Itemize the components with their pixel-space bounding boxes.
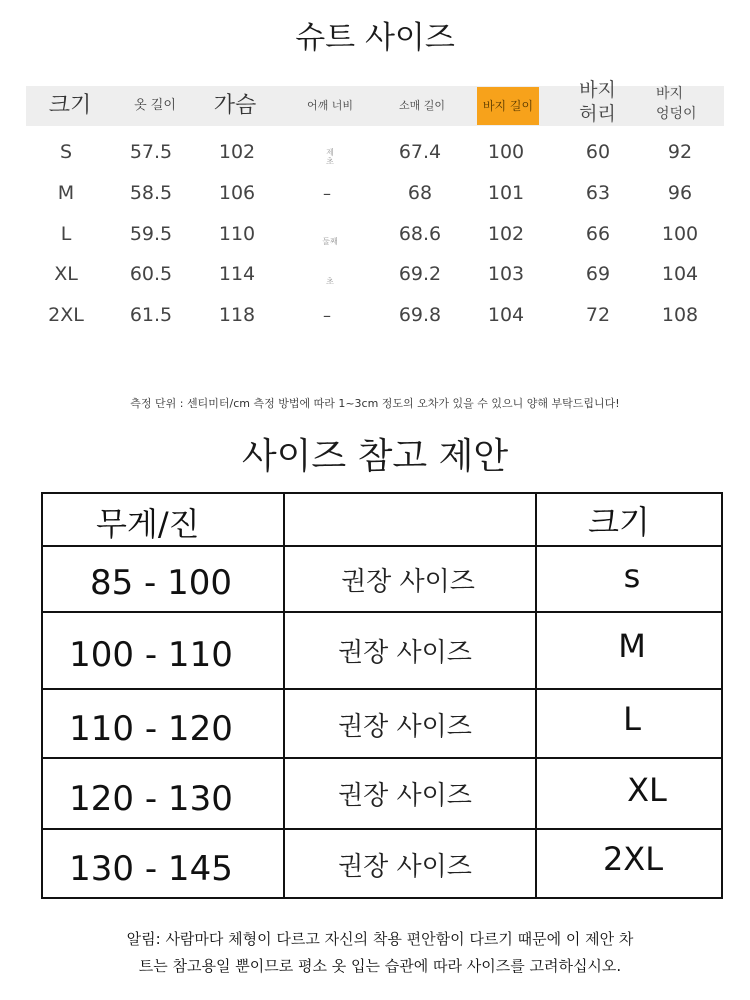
header-waist-line1: 바지 [579,79,616,101]
row-hip: 96 [667,182,693,204]
grid-divider [283,494,285,897]
row-pants-length: 103 [487,263,525,285]
measurement-note: 측정 단위 : 센티미터/cm 측정 방법에 따라 1~3cm 정도의 오차가 있을 수 있으니 양해 부탁드립니다! [130,397,620,410]
header-pants-length-label: 바지 길이 [477,87,539,125]
row-recommended-label: 권장 사이즈 [341,567,475,597]
row-weight: 130 - 145 [69,849,233,889]
row-waist: 60 [585,141,611,163]
row-recommended-size: L [623,700,641,738]
bottom-notice-line2: 트는 참고용일 뿐이므로 평소 옷 입는 습관에 따라 사이즈를 고려하십시오. [138,957,622,975]
row-size: S [59,141,73,163]
row-length: 60.5 [129,263,173,285]
header-hip-line1: 바지 [656,86,684,102]
row-size: XL [54,263,78,285]
row-shoulder: – [323,306,331,325]
row-hip: 108 [661,304,699,326]
grid-divider [43,688,721,690]
row-pants-length: 104 [487,304,525,326]
header-hip [656,84,726,128]
row-recommended-label: 권장 사이즈 [338,712,472,742]
row-waist: 72 [585,304,611,326]
grid-divider [535,494,537,897]
row-weight: 110 - 120 [69,709,233,749]
row-weight: 120 - 130 [69,779,233,819]
row-sleeve: 68.6 [398,223,442,245]
row-waist: 69 [585,263,611,285]
row-length: 61.5 [129,304,173,326]
row-recommended-size: s [623,557,641,595]
row-chest: 106 [218,182,256,204]
row-hip: 104 [661,263,699,285]
header-pants-length [470,86,546,126]
row-pants-length: 100 [487,141,525,163]
header-size: 크기 [48,93,92,118]
header-waist-line2: 허리 [579,103,616,125]
row-length: 59.5 [129,223,173,245]
row-sleeve: 69.2 [398,263,442,285]
row-recommended-size: M [618,627,646,665]
row-chest: 118 [218,304,256,326]
row-size: M [57,182,75,204]
row-waist: 66 [585,223,611,245]
header-size: 크기 [588,503,650,541]
row-sleeve: 67.4 [398,141,442,163]
grid-divider [43,828,721,830]
row-length: 58.5 [129,182,173,204]
grid-divider [43,757,721,759]
row-sleeve: 68 [407,182,433,204]
row-size: L [60,223,72,245]
row-chest: 102 [218,141,256,163]
row-shoulder: 제 초 [326,148,334,166]
row-chest: 110 [218,223,256,245]
header-shoulder: 어깨 너비 [306,99,353,112]
row-pants-length: 101 [487,182,525,204]
row-shoulder: 초 [326,277,334,286]
header-hip-line2: 엉덩이 [656,106,697,122]
page-title: 슈트 사이즈 [295,20,455,56]
header-length: 옷 길이 [134,98,176,113]
recommendation-title: 사이즈 참고 제안 [241,436,509,477]
row-hip: 92 [667,141,693,163]
row-recommended-label: 권장 사이즈 [338,781,472,811]
header-waist [570,78,625,134]
row-recommended-size: 2XL [602,840,664,878]
bottom-notice-line1: 알림: 사람마다 체형이 다르고 자신의 착용 편안함이 다르기 때문에 이 제안 차 [126,930,634,948]
row-weight: 100 - 110 [69,635,233,675]
grid-divider [43,611,721,613]
bottom-notice [60,926,700,980]
row-waist: 63 [585,182,611,204]
recommendation-table [41,492,723,899]
row-length: 57.5 [129,141,173,163]
row-recommended-label: 권장 사이즈 [338,852,472,882]
row-size: 2XL [48,304,84,326]
row-recommended-label: 권장 사이즈 [338,638,472,668]
row-chest: 114 [218,263,256,285]
header-weight: 무게/진 [96,505,200,543]
row-sleeve: 69.8 [398,304,442,326]
row-hip: 100 [661,223,699,245]
row-weight: 85 - 100 [89,563,233,603]
header-sleeve: 소매 길이 [398,99,445,112]
row-shoulder: – [323,184,331,203]
header-chest: 가슴 [213,93,257,118]
row-recommended-size: XL [627,771,667,809]
row-shoulder: 둘째 [322,237,338,246]
grid-divider [43,545,721,547]
row-pants-length: 102 [487,223,525,245]
